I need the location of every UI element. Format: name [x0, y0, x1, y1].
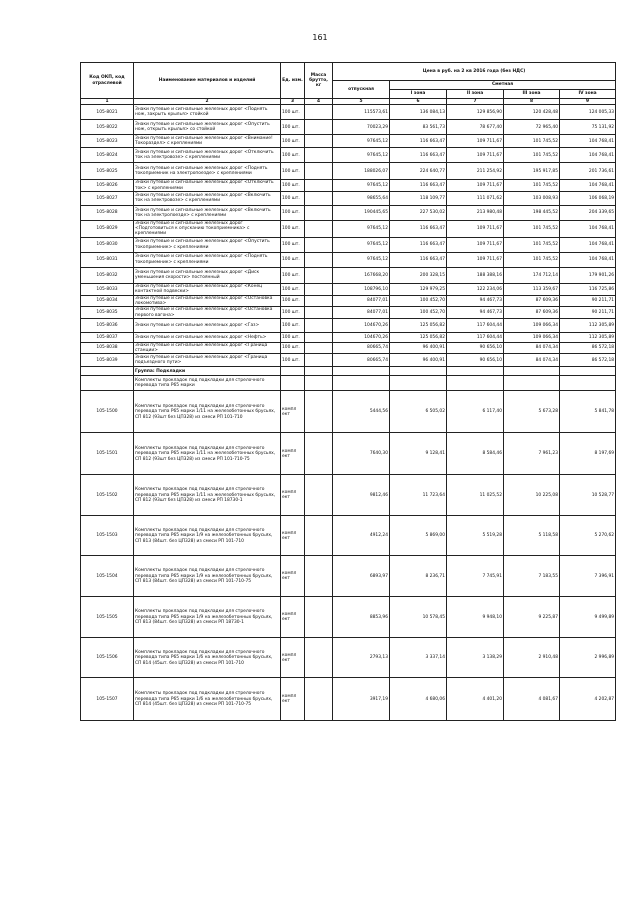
table-row: [81, 678, 616, 721]
table-row: [81, 475, 616, 516]
column-number: 6: [390, 99, 447, 105]
row-unit: компл ект: [281, 475, 305, 516]
row-name: Комплекты прокладок под подкладки для стрелочного перевода типа Р65 марки 1/6 на железобетонных брусьях, СП 814 (45шт. без ЦП328) из смеси РП 101-710: [134, 638, 281, 678]
row-code: 105-1502: [81, 475, 134, 516]
table-row: [81, 237, 616, 252]
row-price: 7 396,91: [560, 556, 616, 597]
row-price: 109 711,67: [447, 148, 504, 163]
row-unit: 100 шт.: [281, 342, 305, 354]
row-price: 195 917,85: [504, 163, 560, 180]
row-price: 125 056,82: [390, 332, 447, 342]
row-code: 105-8038: [81, 342, 134, 354]
row-unit: 100 шт.: [281, 163, 305, 180]
row-unit: 100 шт.: [281, 252, 305, 267]
row-price: 188 388,16: [447, 267, 504, 283]
row-price: 109 711,67: [447, 180, 504, 192]
row-name: Комплекты прокладок под подкладки для стрелочного перевода типа Р65 марки 1/11 на железобетонных брусьях, СП 812 (93шт без ЦП328) из смеси РП 18730-1: [134, 475, 281, 516]
row-code: 105-1503: [81, 516, 134, 556]
row-mass: [305, 318, 333, 332]
row-price: 5 519,28: [447, 516, 504, 556]
row-price: 116 663,47: [390, 180, 447, 192]
row-price: 7640,30: [333, 433, 390, 475]
table-row: [81, 318, 616, 332]
header-zone-3: III зона: [504, 90, 560, 99]
row-code: 105-8033: [81, 283, 134, 295]
row-price: 8853,96: [333, 597, 390, 638]
row-unit: компл ект: [281, 516, 305, 556]
row-price: 3 138,29: [447, 638, 504, 678]
header-zone-4: IV зона: [560, 90, 616, 99]
row-price: 90 211,71: [560, 307, 616, 319]
row-mass: [305, 307, 333, 319]
row-price: 90 211,71: [560, 295, 616, 307]
table-row: [81, 556, 616, 597]
row-price: 2793,13: [333, 638, 390, 678]
table-row: [81, 148, 616, 163]
row-price: 5 869,00: [390, 516, 447, 556]
column-number: 9: [560, 99, 616, 105]
row-price: 211 254,92: [447, 163, 504, 180]
row-unit: 100 шт.: [281, 220, 305, 237]
row-price: 116 663,47: [390, 252, 447, 267]
row-code: 105-8023: [81, 135, 134, 148]
row-unit: 100 шт.: [281, 354, 305, 367]
row-mass: [305, 556, 333, 597]
row-price: 8 236,71: [390, 556, 447, 597]
row-price: 109 066,34: [504, 318, 560, 332]
row-mass: [305, 205, 333, 220]
header-estimate: Сметная: [390, 81, 616, 90]
row-price: 116 725,86: [560, 283, 616, 295]
table-row: [81, 267, 616, 283]
header-mass: Масса брутто, кг: [305, 63, 333, 99]
row-price: 84 074,34: [504, 342, 560, 354]
row-unit: 100 шт.: [281, 307, 305, 319]
row-mass: [305, 332, 333, 342]
row-price: 200 328,15: [390, 267, 447, 283]
row-name: Знаки путевые и сигнальные железных дорог <Опустить токоприемник> с креплениями: [134, 237, 281, 252]
row-price: 104 768,41: [560, 220, 616, 237]
row-name: Комплекты прокладок под подкладки для стрелочного перевода типа Р65 марки 1/6 на железобетонных брусьях, СП 814 (45шт. без ЦП328) из смеси РП 101-710-75: [134, 678, 281, 721]
subgroup-title: Комплекты прокладок под подкладки для стрелочного перевода типа Р65 марки: [134, 376, 281, 391]
row-name: Знаки путевые и сигнальные железных дорог <Отключить ток> с креплениями: [134, 180, 281, 192]
table-row: [81, 180, 616, 192]
table-row: [81, 135, 616, 148]
row-mass: [305, 180, 333, 192]
row-unit: компл ект: [281, 433, 305, 475]
row-name: Знаки путевые и сигнальные железных дорог <Нефть>: [134, 332, 281, 342]
header-code: Код ОКП, код отраслевой: [81, 63, 134, 99]
row-price: 11 025,52: [447, 475, 504, 516]
row-price: 101 745,52: [504, 220, 560, 237]
header-unit: Ед. изм.: [281, 63, 305, 99]
rows-signs: [81, 105, 616, 367]
row-price: 9812,46: [333, 475, 390, 516]
row-price: 101 745,52: [504, 252, 560, 267]
row-unit: компл ект: [281, 638, 305, 678]
row-mass: [305, 597, 333, 638]
row-price: 96 400,91: [390, 354, 447, 367]
row-code: 105-1504: [81, 556, 134, 597]
table-row: [81, 597, 616, 638]
row-price: 84 074,34: [504, 354, 560, 367]
rows-pads: [81, 391, 616, 721]
row-price: 3917,19: [333, 678, 390, 721]
row-mass: [305, 135, 333, 148]
row-price: 87 609,36: [504, 307, 560, 319]
row-unit: 100 шт.: [281, 318, 305, 332]
row-code: 105-1507: [81, 678, 134, 721]
row-unit: 100 шт.: [281, 148, 305, 163]
table-row: [81, 163, 616, 180]
row-price: 75 131,92: [560, 120, 616, 135]
row-name: Знаки путевые и сигнальные железных дорог <Остановка первого вагона>: [134, 307, 281, 319]
row-price: 7 745,91: [447, 556, 504, 597]
row-code: 105-8036: [81, 318, 134, 332]
row-price: 104 768,41: [560, 237, 616, 252]
row-price: 104 768,41: [560, 135, 616, 148]
row-unit: компл ект: [281, 678, 305, 721]
row-mass: [305, 516, 333, 556]
row-name: Знаки путевые и сигнальные железных дорог <Газ>: [134, 318, 281, 332]
row-code: 105-8031: [81, 252, 134, 267]
row-unit: 100 шт.: [281, 267, 305, 283]
row-name: Знаки путевые и сигнальные железных дорог <Остановка локомотива>: [134, 295, 281, 307]
row-code: 105-8039: [81, 354, 134, 367]
table-row: [81, 205, 616, 220]
row-price: 6 117,40: [447, 391, 504, 433]
row-name: Комплекты прокладок под подкладки для стрелочного перевода типа Р65 марки 1/9 на железобетонных брусьях, СП 813 (84шт. без ЦП328) из смеси РП 101-710-75: [134, 556, 281, 597]
row-price: 101 745,52: [504, 148, 560, 163]
row-unit: компл ект: [281, 597, 305, 638]
row-price: 115573,61: [333, 105, 390, 120]
row-price: 106 068,19: [560, 191, 616, 205]
group-title: Группа: Подкладки: [134, 367, 281, 376]
row-mass: [305, 391, 333, 433]
row-price: 5 673,28: [504, 391, 560, 433]
header-name: Наименование материалов и изделий: [134, 63, 281, 99]
row-price: 224 640,77: [390, 163, 447, 180]
row-price: 122 234,06: [447, 283, 504, 295]
table-row: [81, 433, 616, 475]
row-mass: [305, 283, 333, 295]
row-unit: 100 шт.: [281, 135, 305, 148]
row-code: 105-8021: [81, 105, 134, 120]
row-unit: 100 шт.: [281, 295, 305, 307]
row-price: 104 768,41: [560, 148, 616, 163]
table-row: [81, 332, 616, 342]
header-zone-1: I зона: [390, 90, 447, 99]
row-price: 97645,12: [333, 252, 390, 267]
row-price: 9 499,89: [560, 597, 616, 638]
row-unit: 100 шт.: [281, 237, 305, 252]
column-number: 1: [81, 99, 134, 105]
row-name: Знаки путевые и сигнальные железных дорог <Подготовиться к опусканию токоприемника> с креплениями: [134, 220, 281, 237]
row-name: Комплекты прокладок под подкладки для стрелочного перевода типа Р65 марки 1/11 на железобетонных брусьях, СП 812 (93шт без ЦП328) из смеси РП 101-710-75: [134, 433, 281, 475]
row-mass: [305, 678, 333, 721]
row-price: 179 901,26: [560, 267, 616, 283]
row-price: 109 711,67: [447, 252, 504, 267]
row-mass: [305, 475, 333, 516]
table-row: [81, 191, 616, 205]
row-name: Знаки путевые и сигнальные железных дорог <Конец контактной подвески>: [134, 283, 281, 295]
row-price: 116 663,47: [390, 220, 447, 237]
row-price: 98655,64: [333, 191, 390, 205]
row-price: 118 109,77: [390, 191, 447, 205]
row-price: 4 401,20: [447, 678, 504, 721]
row-price: 174 712,14: [504, 267, 560, 283]
row-unit: 100 шт.: [281, 105, 305, 120]
row-price: 7 961,23: [504, 433, 560, 475]
row-price: 104 768,41: [560, 180, 616, 192]
row-price: 86 572,18: [560, 354, 616, 367]
row-price: 120 428,48: [504, 105, 560, 120]
column-number: 2: [134, 99, 281, 105]
row-price: 167668,20: [333, 267, 390, 283]
row-price: 113 359,67: [504, 283, 560, 295]
row-price: 70023,29: [333, 120, 390, 135]
row-mass: [305, 163, 333, 180]
row-price: 97645,12: [333, 220, 390, 237]
row-name: Знаки путевые и сигнальные железных дорог <Диск уменьшения скорости> постоянный: [134, 267, 281, 283]
row-price: 104670,26: [333, 332, 390, 342]
row-price: 104 768,41: [560, 252, 616, 267]
row-price: 129 856,90: [447, 105, 504, 120]
row-price: 97645,12: [333, 180, 390, 192]
header-release: отпускная: [333, 81, 390, 99]
column-number: 7: [447, 99, 504, 105]
row-price: 84077,01: [333, 307, 390, 319]
row-unit: компл ект: [281, 391, 305, 433]
row-price: 117 604,44: [447, 332, 504, 342]
row-price: 103 008,93: [504, 191, 560, 205]
row-price: 10 225,08: [504, 475, 560, 516]
page-number: 161: [312, 33, 328, 42]
row-code: 105-8025: [81, 163, 134, 180]
row-price: 96 400,91: [390, 342, 447, 354]
row-price: 8 197,69: [560, 433, 616, 475]
row-name: Комплекты прокладок под подкладки для стрелочного перевода типа Р65 марки 1/9 на железобетонных брусьях, СП 813 (84шт. без ЦП328) из смеси РП 18730-1: [134, 597, 281, 638]
price-table: [80, 62, 616, 721]
row-price: 2 910,48: [504, 638, 560, 678]
row-unit: 100 шт.: [281, 332, 305, 342]
row-price: 97645,12: [333, 148, 390, 163]
row-mass: [305, 638, 333, 678]
table-row: [81, 295, 616, 307]
row-name: Комплекты прокладок под подкладки для стрелочного перевода типа Р65 марки 1/9 на железобетонных брусьях, СП 813 (84шт. без ЦП328) из смеси РП 101-710: [134, 516, 281, 556]
row-name: Знаки путевые и сигнальные железных дорог <Опустить нож, открыть крылья> со стойкой: [134, 120, 281, 135]
row-code: 105-8035: [81, 307, 134, 319]
table-row: [81, 252, 616, 267]
row-price: 201 736,61: [560, 163, 616, 180]
row-code: 105-1506: [81, 638, 134, 678]
row-price: 2 996,89: [560, 638, 616, 678]
row-code: 105-8027: [81, 191, 134, 205]
table-row: [81, 638, 616, 678]
row-price: 108796,10: [333, 283, 390, 295]
row-price: 190445,65: [333, 205, 390, 220]
row-code: 105-8032: [81, 267, 134, 283]
row-unit: 100 шт.: [281, 191, 305, 205]
row-price: 97645,12: [333, 237, 390, 252]
table-row: [81, 354, 616, 367]
row-price: 129 979,25: [390, 283, 447, 295]
row-price: 117 604,44: [447, 318, 504, 332]
row-name: Знаки путевые и сигнальные железных дорог <Поднять токоприемник> с креплениями: [134, 252, 281, 267]
row-mass: [305, 191, 333, 205]
row-code: 105-8029: [81, 220, 134, 237]
row-code: 105-1505: [81, 597, 134, 638]
row-price: 188026,07: [333, 163, 390, 180]
row-price: 112 305,89: [560, 332, 616, 342]
row-mass: [305, 354, 333, 367]
row-price: 9 948,10: [447, 597, 504, 638]
row-price: 104670,26: [333, 318, 390, 332]
row-price: 109 711,67: [447, 220, 504, 237]
row-price: 204 339,65: [560, 205, 616, 220]
row-price: 7 183,55: [504, 556, 560, 597]
row-price: 9 225,87: [504, 597, 560, 638]
row-code: 105-1500: [81, 391, 134, 433]
row-price: 227 530,02: [390, 205, 447, 220]
header-price-title: Цена в руб. на 2 кв 2016 года (без НДС): [333, 63, 616, 81]
row-price: 83 561,73: [390, 120, 447, 135]
row-mass: [305, 295, 333, 307]
row-name: Знаки путевые и сигнальные железных дорог <Включить ток на электропоезде> с креплениями: [134, 205, 281, 220]
row-code: 105-8028: [81, 205, 134, 220]
row-price: 4 202,87: [560, 678, 616, 721]
row-code: 105-8030: [81, 237, 134, 252]
column-number: 8: [504, 99, 560, 105]
row-code: 105-8026: [81, 180, 134, 192]
row-price: 10 578,45: [390, 597, 447, 638]
row-price: 4 680,06: [390, 678, 447, 721]
row-price: 94 467,73: [447, 295, 504, 307]
row-price: 97645,12: [333, 135, 390, 148]
row-price: 86 572,18: [560, 342, 616, 354]
row-price: 109 066,34: [504, 332, 560, 342]
row-price: 116 663,47: [390, 148, 447, 163]
row-unit: 100 шт.: [281, 205, 305, 220]
row-name: Знаки путевые и сигнальные железных дорог <Поднять нож, закрыть крылья> стойкой: [134, 105, 281, 120]
row-mass: [305, 220, 333, 237]
row-price: 4 081,67: [504, 678, 560, 721]
row-price: 112 305,89: [560, 318, 616, 332]
column-number: 3: [281, 99, 305, 105]
row-price: 90 656,10: [447, 354, 504, 367]
row-name: Знаки путевые и сигнальные железных дорог <Внимание! Токораздел> с креплениями: [134, 135, 281, 148]
row-price: 109 711,67: [447, 135, 504, 148]
row-unit: компл ект: [281, 556, 305, 597]
column-number: 4: [305, 99, 333, 105]
row-price: 101 745,52: [504, 180, 560, 192]
row-price: 9 128,41: [390, 433, 447, 475]
header-zone-2: II зона: [447, 90, 504, 99]
row-price: 101 745,52: [504, 237, 560, 252]
table-row: [81, 307, 616, 319]
row-name: Знаки путевые и сигнальные железных дорог <Отключить ток на электровозе> с креплениями: [134, 148, 281, 163]
row-mass: [305, 342, 333, 354]
row-price: 100 452,70: [390, 307, 447, 319]
row-mass: [305, 148, 333, 163]
row-price: 90 656,10: [447, 342, 504, 354]
column-number: 5: [333, 99, 390, 105]
row-name: Знаки путевые и сигнальные железных дорог <Граница станции>: [134, 342, 281, 354]
row-code: 105-8024: [81, 148, 134, 163]
row-price: 5 118,58: [504, 516, 560, 556]
row-price: 101 745,52: [504, 135, 560, 148]
row-price: 109 711,67: [447, 237, 504, 252]
row-name: Знаки путевые и сигнальные железных дорог <Включить ток на электровозе> с креплениями: [134, 191, 281, 205]
row-code: 105-8022: [81, 120, 134, 135]
row-price: 87 609,36: [504, 295, 560, 307]
row-price: 84077,01: [333, 295, 390, 307]
table-row: [81, 342, 616, 354]
row-mass: [305, 252, 333, 267]
row-price: 213 980,48: [447, 205, 504, 220]
row-mass: [305, 237, 333, 252]
row-price: 11 723,64: [390, 475, 447, 516]
row-price: 116 663,47: [390, 237, 447, 252]
row-unit: 100 шт.: [281, 283, 305, 295]
row-price: 3 337,14: [390, 638, 447, 678]
row-price: 136 084,13: [390, 105, 447, 120]
table-row: [81, 220, 616, 237]
row-mass: [305, 433, 333, 475]
row-price: 5 841,78: [560, 391, 616, 433]
row-price: 111 071,62: [447, 191, 504, 205]
row-price: 198 445,52: [504, 205, 560, 220]
row-name: Комплекты прокладок под подкладки для стрелочного перевода типа Р65 марки 1/11 на железобетонных брусьях, СП 812 (93шт без ЦП328) из смеси РП 101-710: [134, 391, 281, 433]
row-price: 6 505,02: [390, 391, 447, 433]
row-price: 5 270,62: [560, 516, 616, 556]
row-code: 105-8034: [81, 295, 134, 307]
row-price: 124 005,33: [560, 105, 616, 120]
row-price: 80665,74: [333, 342, 390, 354]
table-row: [81, 120, 616, 135]
row-price: 94 467,73: [447, 307, 504, 319]
row-mass: [305, 267, 333, 283]
table-row: [81, 105, 616, 120]
row-price: 8 584,46: [447, 433, 504, 475]
row-name: Знаки путевые и сигнальные железных дорог <Граница подъездного пути>: [134, 354, 281, 367]
row-price: 125 056,82: [390, 318, 447, 332]
row-mass: [305, 105, 333, 120]
row-price: 80665,74: [333, 354, 390, 367]
row-price: 72 965,40: [504, 120, 560, 135]
row-price: 5444,56: [333, 391, 390, 433]
row-price: 10 528,77: [560, 475, 616, 516]
row-code: 105-1501: [81, 433, 134, 475]
row-price: 100 452,70: [390, 295, 447, 307]
row-unit: 100 шт.: [281, 180, 305, 192]
table-row: [81, 283, 616, 295]
row-price: 78 677,40: [447, 120, 504, 135]
row-price: 4912,24: [333, 516, 390, 556]
table-row: [81, 391, 616, 433]
row-unit: 100 шт.: [281, 120, 305, 135]
row-code: 105-8037: [81, 332, 134, 342]
row-mass: [305, 120, 333, 135]
row-price: 116 663,47: [390, 135, 447, 148]
row-name: Знаки путевые и сигнальные железных дорог <Поднять токоприемник на электропоезде> с креплениями: [134, 163, 281, 180]
row-price: 6893,97: [333, 556, 390, 597]
table-row: [81, 516, 616, 556]
